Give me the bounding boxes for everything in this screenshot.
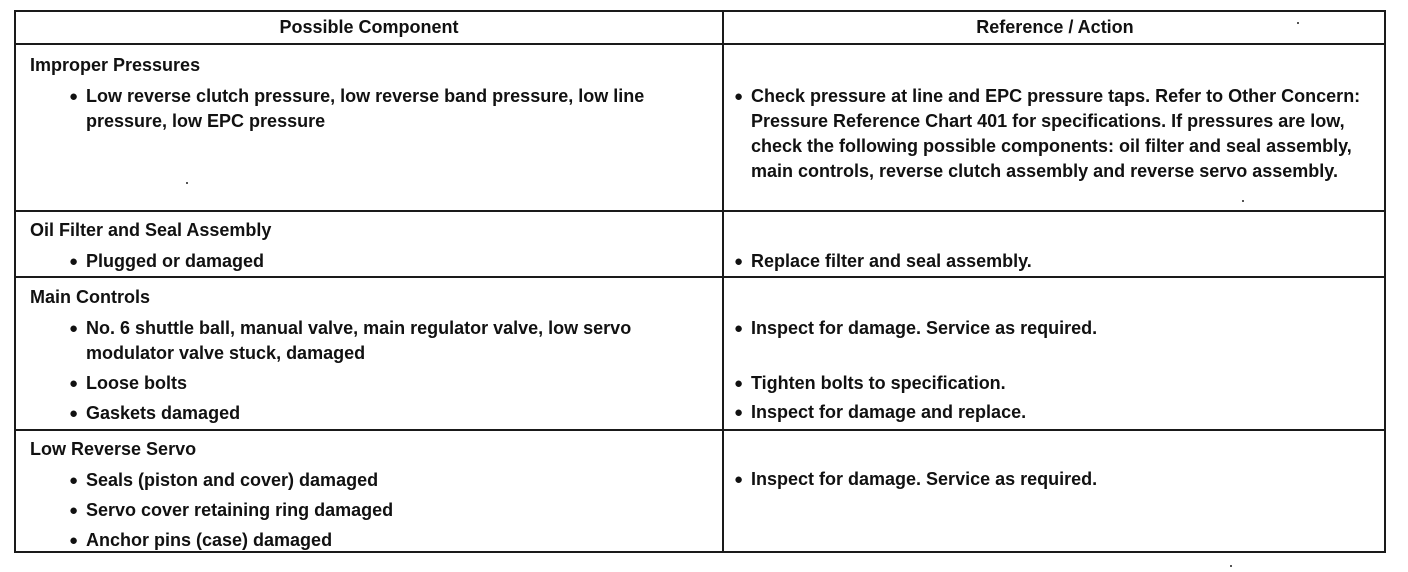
component-item <box>69 371 706 396</box>
component-item <box>69 528 706 553</box>
bullet-icon: ● <box>69 502 79 519</box>
component-text: Loose bolts <box>86 373 188 393</box>
bullet-icon: ● <box>69 88 79 105</box>
bullet-icon: ● <box>69 253 79 270</box>
action-item <box>734 371 1371 396</box>
column-divider <box>722 12 724 551</box>
component-text: Gaskets damaged <box>86 403 241 423</box>
section-title-oil-filter: Oil Filter and Seal Assembly <box>30 220 272 240</box>
header-rule <box>16 43 1384 45</box>
bullet-icon: ● <box>69 532 79 549</box>
action-item <box>734 316 1371 341</box>
component-text: No. 6 shuttle ball, manual valve, main regulator valve, low servo modulator valve stuck, damaged <box>86 318 632 363</box>
action-text: Inspect for damage. Service as required. <box>751 469 1098 489</box>
action-text: Tighten bolts to specification. <box>751 373 1006 393</box>
action-text: Check pressure at line and EPC pressure taps. Refer to Other Concern: Pressure Reference Chart 401 for specifications. If pressures are low, check the following possible components: oil filter and seal assembly, main controls, reverse clutch assembly and reverse servo assembly. <box>751 86 1361 181</box>
bullet-icon: ● <box>734 253 744 270</box>
component-text: Seals (piston and cover) damaged <box>86 470 379 490</box>
component-item <box>69 316 706 366</box>
component-text: Low reverse clutch pressure, low reverse band pressure, low line pressure, low EPC pressure <box>86 86 645 131</box>
section-rule <box>16 276 1384 278</box>
component-item <box>69 249 706 274</box>
section-rule <box>16 210 1384 212</box>
component-item <box>69 401 706 426</box>
action-item <box>734 249 1371 274</box>
action-text: Replace filter and seal assembly. <box>751 251 1032 271</box>
action-item <box>734 84 1376 184</box>
section-title-low-reverse-servo: Low Reverse Servo <box>30 439 197 459</box>
header-reference-action: Reference / Action <box>976 17 1134 37</box>
bullet-icon: ● <box>734 88 744 105</box>
section-title-improper-pressures: Improper Pressures <box>30 55 201 75</box>
header-possible-component: Possible Component <box>279 17 459 37</box>
scan-speck <box>1242 200 1244 202</box>
diagnosis-table <box>14 10 1386 553</box>
component-item <box>69 468 706 493</box>
action-text: Inspect for damage. Service as required. <box>751 318 1098 338</box>
bullet-icon: ● <box>734 375 744 392</box>
bullet-icon: ● <box>69 472 79 489</box>
bullet-icon: ● <box>69 405 79 422</box>
component-text: Plugged or damaged <box>86 251 265 271</box>
scan-speck <box>1297 22 1299 24</box>
component-text: Servo cover retaining ring damaged <box>86 500 394 520</box>
bullet-icon: ● <box>734 404 744 421</box>
scan-speck <box>1230 565 1232 567</box>
bullet-icon: ● <box>69 375 79 392</box>
section-rule <box>16 429 1384 431</box>
component-item <box>69 84 706 134</box>
action-text: Inspect for damage and replace. <box>751 402 1027 422</box>
bullet-icon: ● <box>69 320 79 337</box>
bullet-icon: ● <box>734 471 744 488</box>
section-title-main-controls: Main Controls <box>30 287 150 307</box>
action-item <box>734 400 1371 425</box>
action-item <box>734 467 1371 492</box>
bullet-icon: ● <box>734 320 744 337</box>
scan-speck <box>186 182 188 184</box>
component-text: Anchor pins (case) damaged <box>86 530 333 550</box>
component-item <box>69 498 706 523</box>
